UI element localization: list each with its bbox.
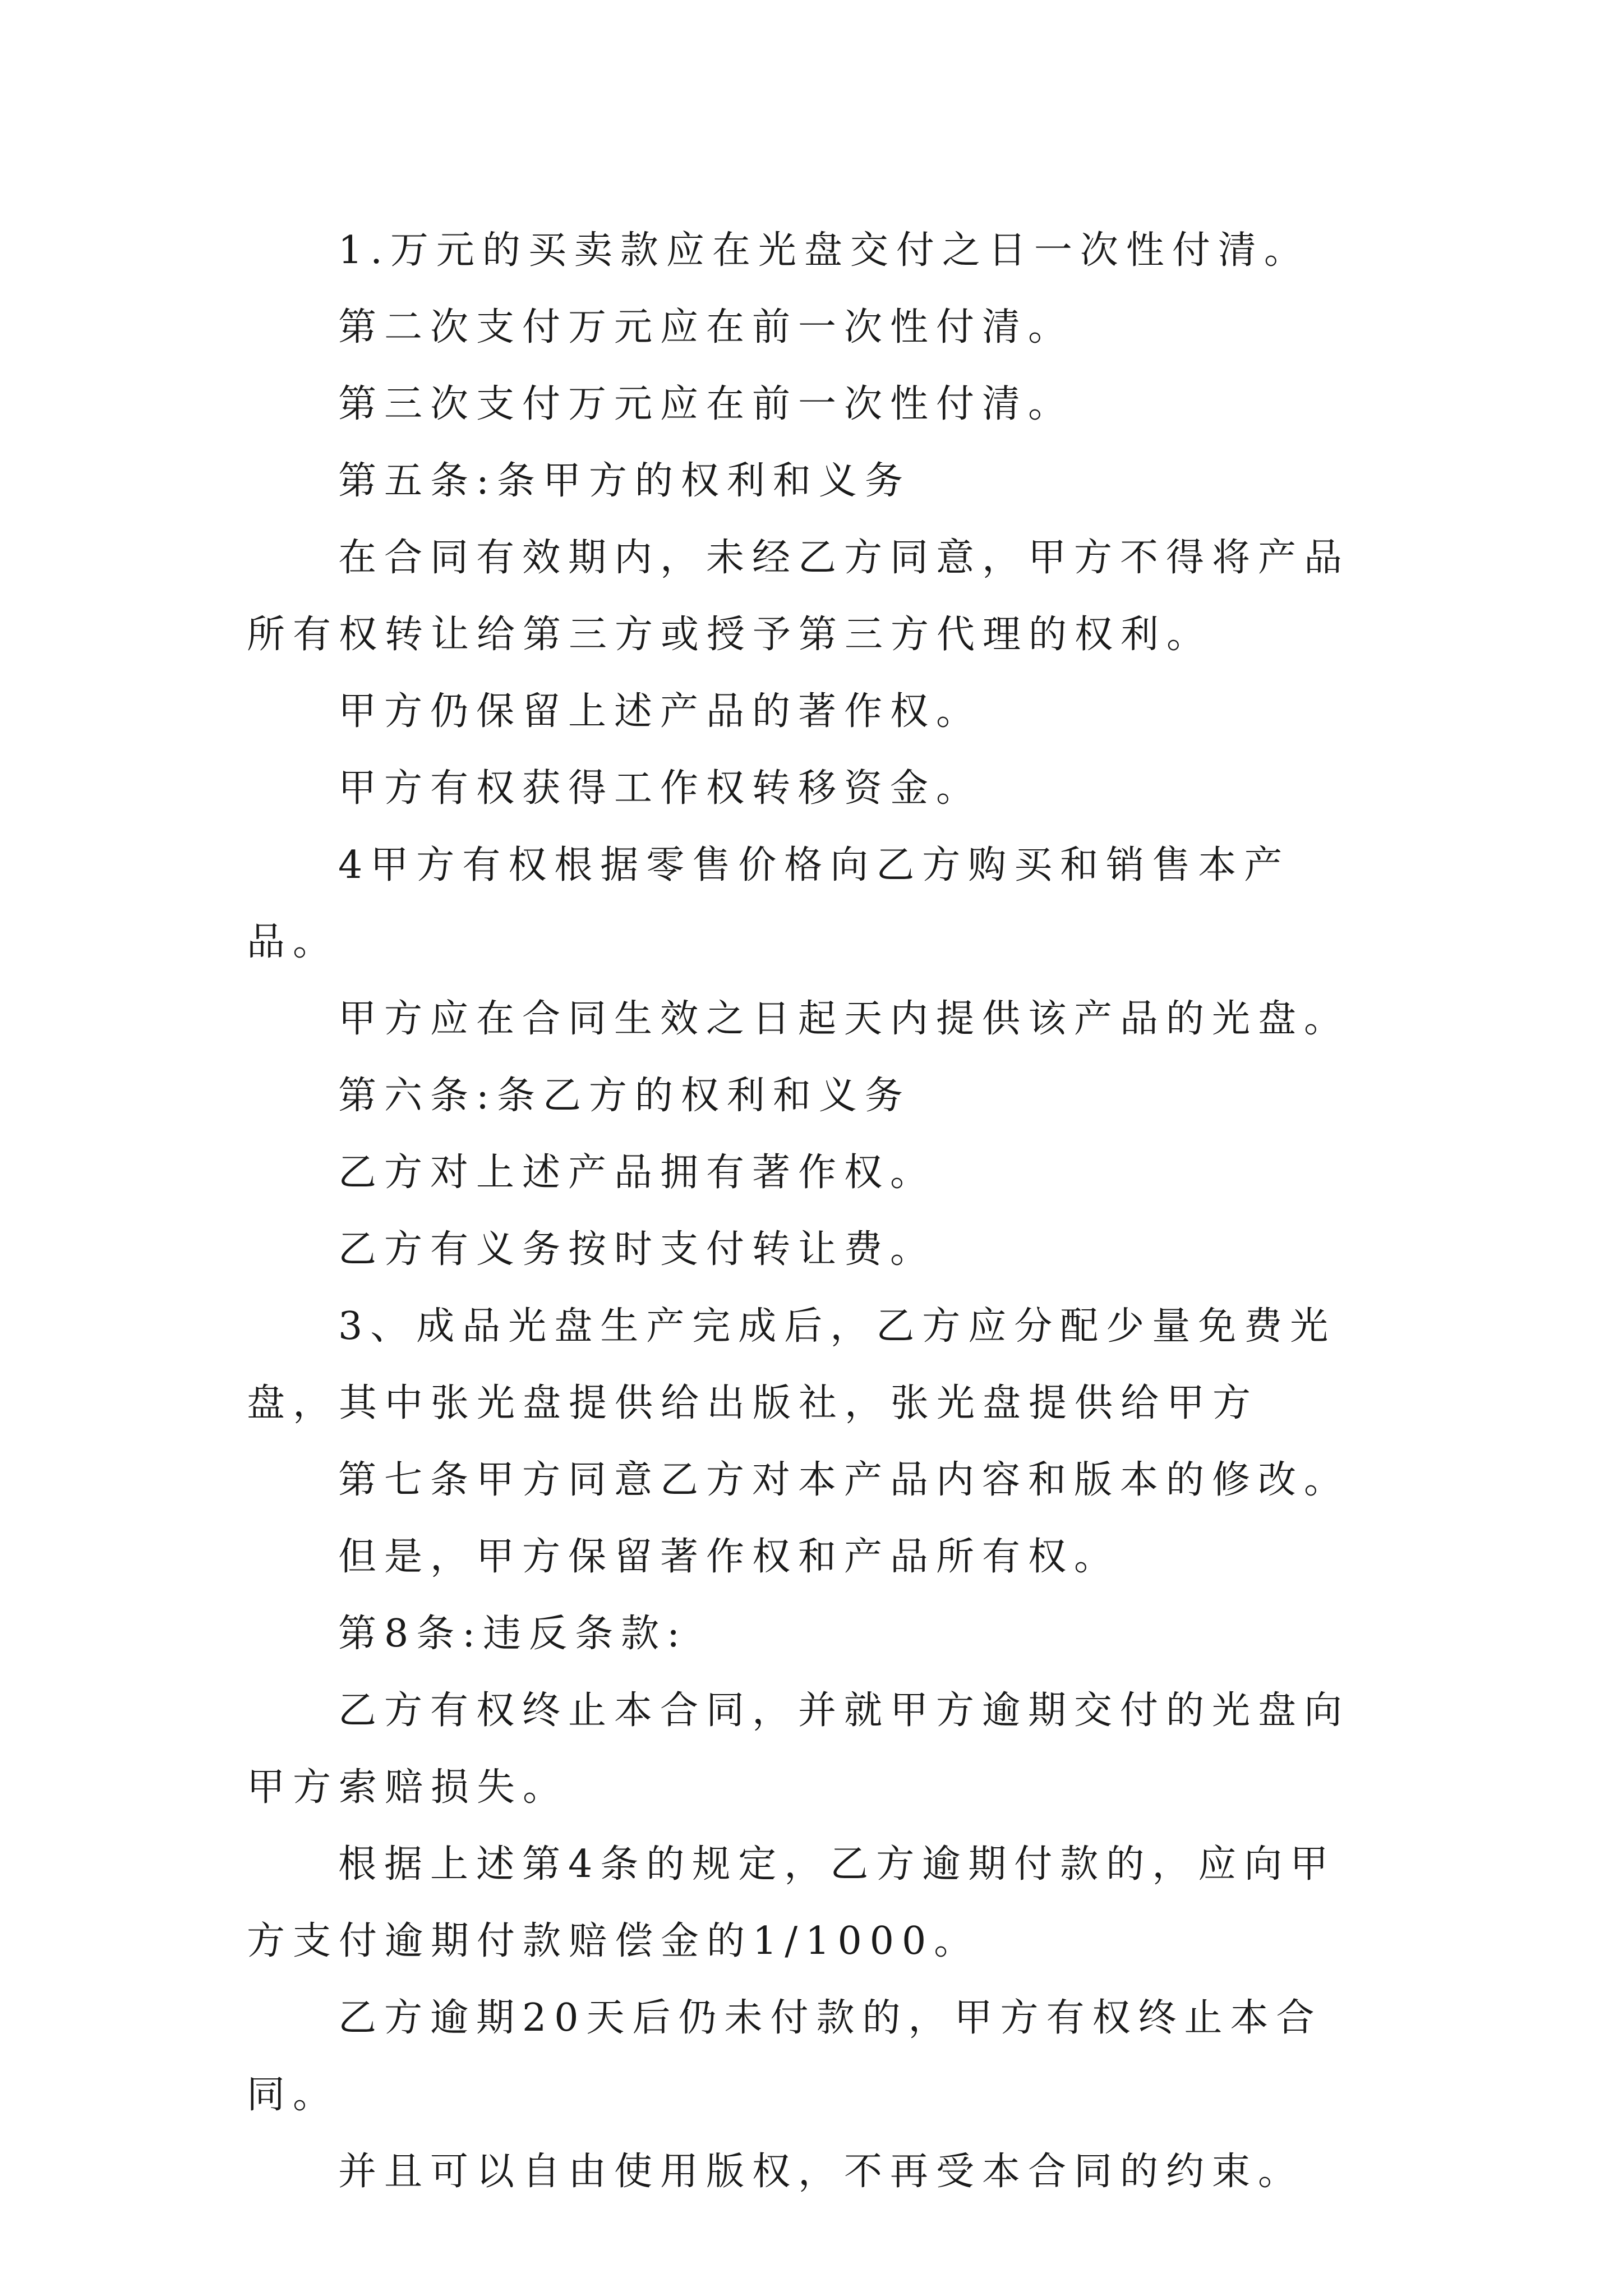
paragraph: 第七条甲方同意乙方对本产品内容和版本的修改。 — [338, 1458, 1350, 1502]
paragraph: 乙方有权终止本合同，并就甲方逾期交付的光盘向甲方索赔损失。 — [247, 1688, 1350, 1810]
paragraph: 甲方应在合同生效之日起天内提供该产品的光盘。 — [338, 997, 1350, 1041]
paragraph: 乙方有义务按时支付转让费。 — [338, 1227, 937, 1272]
section-heading: 第8条:违反条款: — [338, 1612, 688, 1656]
section-heading: 第六条:条乙方的权利和义务 — [338, 1074, 911, 1118]
paragraph: 第三次支付万元应在前一次性付清。 — [338, 382, 1075, 426]
paragraph: 第二次支付万元应在前一次性付清。 — [338, 305, 1075, 349]
paragraph: 并且可以自由使用版权，不再受本合同的约束。 — [338, 2150, 1304, 2194]
paragraph: 4甲方有权根据零售价格向乙方购买和销售本产品。 — [247, 843, 1290, 964]
paragraph: 但是，甲方保留著作权和产品所有权。 — [338, 1535, 1121, 1579]
section-heading: 第五条:条甲方的权利和义务 — [338, 459, 911, 503]
paragraph: 乙方对上述产品拥有著作权。 — [338, 1151, 937, 1195]
paragraph: 甲方有权获得工作权转移资金。 — [338, 766, 983, 811]
document-body — [247, 212, 1380, 2210]
paragraph: 3、成品光盘生产完成后，乙方应分配少量免费光盘，其中张光盘提供给出版社，张光盘提供给甲方 — [247, 1304, 1336, 1425]
paragraph: 乙方逾期20天后仍未付款的，甲方有权终止本合同。 — [247, 1996, 1322, 2117]
paragraph: 根据上述第4条的规定，乙方逾期付款的，应向甲方支付逾期付款赔偿金的1/1000。 — [247, 1842, 1336, 1963]
paragraph: 甲方仍保留上述产品的著作权。 — [338, 689, 983, 734]
paragraph: 1.万元的买卖款应在光盘交付之日一次性付清。 — [338, 228, 1310, 273]
paragraph: 在合同有效期内，未经乙方同意，甲方不得将产品所有权转让给第三方或授予第三方代理的权利。 — [247, 536, 1350, 657]
